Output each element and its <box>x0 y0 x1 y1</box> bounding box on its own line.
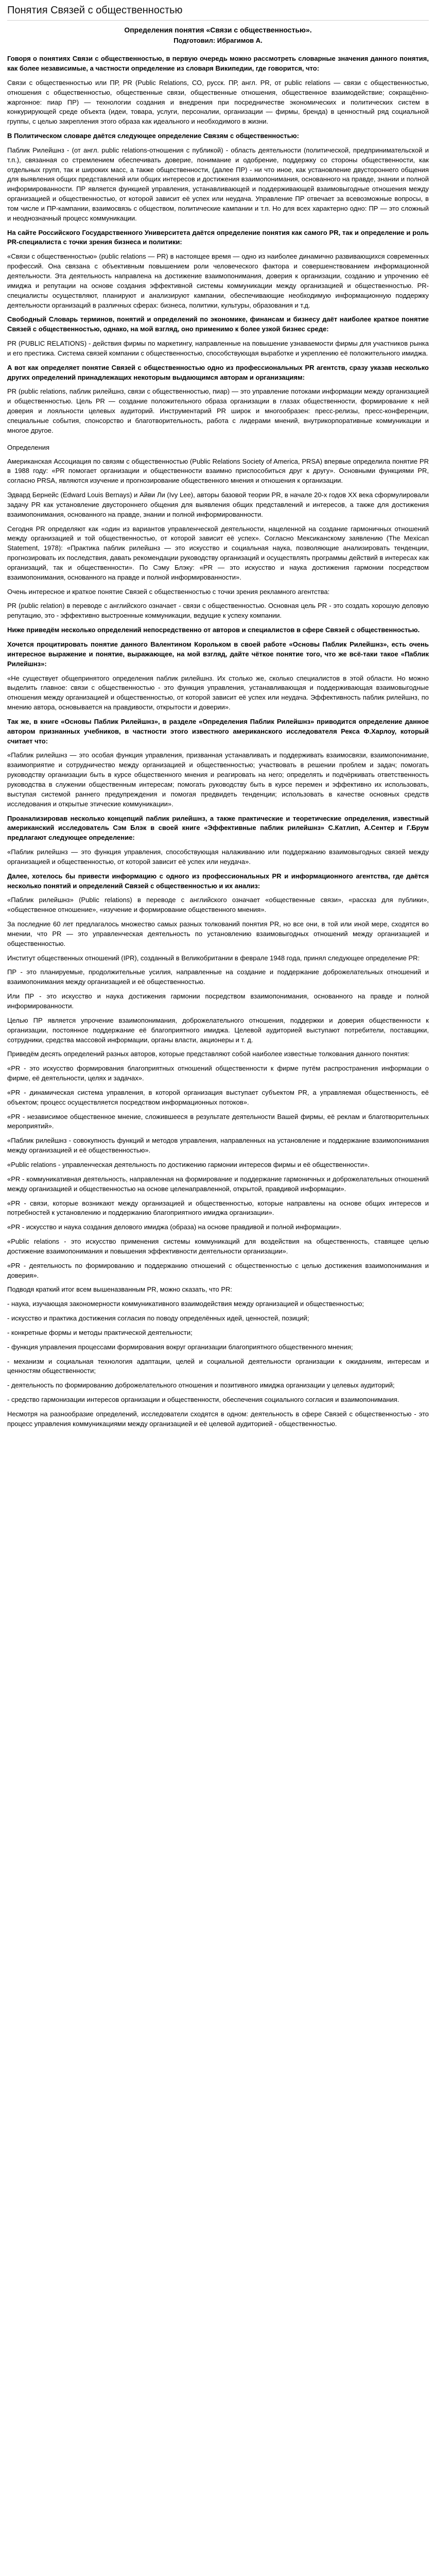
paragraph: Эдвард Бернейс (Edward Louis Bernays) и Айви Ли (Ivy Lee), авторы базовой теории PR, в начале 20-х годов XX века сформулировали задачу PR как установление двустороннего общения для выявления общих представлений и интересов, а также для достижения взаимопонимания, основанного на правде, знании и полной информированности. <box>7 491 429 518</box>
bold-paragraph: А вот как определяет понятие Связей с общественностью одно из профессиональных PR агентств, сразу указав несколько других определений принадлежащих некоторым выдающимся авторам и организациям: <box>7 363 429 381</box>
paragraph: Несмотря на разнообразие определений, исследователи сходятся в одном: деятельность в сфере Связей с общественностью - это процесс управления коммуникациями между организацией и её целевой аудиторией - общественностью. <box>7 1410 429 1428</box>
paragraph: Подводя краткий итог всем вышеназванным PR, можно сказать, что PR: <box>7 1285 233 1294</box>
paragraph: ПР - это планируемые, продолжительные усилия, направленные на создание и поддержание доброжелательных отношений и взаимопонимания между организацией и её общественностью. <box>7 968 429 986</box>
paragraph: «PR - это искусство формирования благоприятных отношений общественности к фирме путём распространения информации о фирме, её деятельности, целях и задачах». <box>7 1064 429 1082</box>
paragraph: PR (PUBLIC RELATIONS) - действия фирмы по маркетингу, направленные на повышение узнаваемости фирмы для участников рынка и его престижа. Система связей компании с общественностью, способствующая выработке и укреплению её положительного имиджа. <box>7 340 429 357</box>
paragraph: «Public relations - это искусство применения системы коммуникаций для воздействия на общественность, ставящее целью достижение взаимопонимания и повышения эффективности деятельности организации». <box>7 1238 429 1255</box>
paragraph: Приведём десять определений разных авторов, которые представляют собой наиболее известные толкования данного понятия: <box>7 1050 410 1058</box>
paragraph: Институт общественных отношений (IPR), созданный в Великобритании в феврале 1948 года, принял следующее определение PR: <box>7 954 420 962</box>
paragraph: - механизм и социальная технология адаптации, целей и социальной деятельности организации к ожиданиям, интересам и ценностям общественности; <box>7 1357 429 1375</box>
paragraph: PR (public relation) в переводе с английского означает - связи с общественностью. Основная цель PR - это создать хорошую деловую репутацию, это - эффективно выстроенные коммуникации, ведущие к успеху компании. <box>7 602 429 620</box>
paragraph: - средство гармонизации интересов организации и общественности, обеспечения социального согласия и взаимопонимания. <box>7 1396 399 1404</box>
paragraph: - функция управления процессами формирования вокруг организации благоприятного общественного мнения; <box>7 1343 353 1351</box>
paragraph: «PR - независимое общественное мнение, сложившееся в результате деятельности Вашей фирмы, её реклам и благотворительных мероприятий». <box>7 1112 429 1130</box>
bold-paragraph: Свободный Словарь терминов, понятий и определений по экономике, финансам и бизнесу даёт наиболее краткое понятие Связей с общественностью, однако, на мой взгляд, оно применимо к более узкой бизнес среде: <box>7 315 429 333</box>
bold-paragraph: Далее, хотелось бы привести информацию с одного из профессиональных PR и информационного агентства, где даётся несколько понятий и определений Связей с общественностью и их анализ: <box>7 872 429 890</box>
paragraph: Паблик Рилейшнз - (от англ. public relations-отношения с публикой) - область деятельности (политической, предпринимательской и т.п.), связанная со стремлением обеспечивать доверие, понимание и одобрение, поддержку со стороны общественности, как отдельных групп, так и широких масс, а также общественности, (далее ПР) - ни что иное, как установление двустороннего общения для выявления общих представлений или общих интересов и достижения взаимопонимания, основанного на правде, знании и полной информированности. ПР является функцией управления, устанавливающей и поддерживающей взаимовыгодные отношения между организацией и общественностью, от которой зависит её успех или неудача. Управление ПР отвечает за всевозможные вопросы, в том числе и ПР-кампании, взаимосвязь с обществом, политические кампании и т.п. Но для всех характерно одно: ПР — это сложный и неоднозначный процесс коммуникации. <box>7 146 429 222</box>
paragraph: За последние 60 лет предлагалось множество самых разных толкований понятия PR, но все они, в той или иной мере, сходятся во мнении, что PR — это управленческая деятельность по установлению взаимовыгодных отношений между организацией и общественностью. <box>7 920 429 947</box>
article-body <box>7 54 429 1429</box>
paragraph: «PR - искусство и наука создания делового имиджа (образа) на основе правдивой и полной информации». <box>7 1223 341 1231</box>
paragraph: Связи с общественностью или ПР, PR (Public Relations, СО, русск. ПР, англ. PR, от public relations — связи с общественностью, отношения с общественностью, общественные связи, общественные отношения, общественное взаимодействие; сокращённо-жаргонное: пиар ПР) — технологии создания и внедрения при посредничестве экономических и политических систем в конкурирующей среде объекта (идеи, товара, услуги, персоналии, организации — фирмы, бренда) в ценностный ряд социальной группы, с целью закрепления этого образа как идеального и необходимого в жизни. <box>7 78 429 126</box>
article-heading: Определения понятия «Связи с общественностью». <box>124 26 312 34</box>
bold-paragraph: Хочется процитировать понятие данного Валентином Корольком в своей работе «Основы Паблик Рилейшнз», есть очень интересное выражение и понятие, выражающее, на мой взгляд, дайте чёткое понятие того, что же всё-таки такое «Паблик Рилейшнз»: <box>7 640 429 668</box>
paragraph: «PR - динамическая система управления, в которой организация выступает субъектом PR, а управляемая общественность, её объектом; процесс осуществляется посредством информационных потоков». <box>7 1088 429 1106</box>
paragraph: «Паблик рилейшнз - совокупность функций и методов управления, направленных на установление и поддержание взаимопонимания между организацией и её общественностью». <box>7 1137 429 1155</box>
bold-paragraph: На сайте Российского Государственного Университета даётся определение понятия как самого PR, так и определение и роль PR-специалиста с точки зрения бизнеса и политики: <box>7 228 429 246</box>
paragraph: «Паблик рилейшнз» (Public relations) в переводе с английского означает «общественные связи», «рассказ для публики», «общественное отношение», «изучение и формирование общественного мнения». <box>7 896 429 914</box>
bold-paragraph: Проанализировав несколько концепций паблик рилейшнз, а также практические и теоретические определения, известный американский исследователь Сэм Блэк в своей книге «Эффективные паблик рилейшнз» С.Катлип, А.Сентер и Г.Брум предлагают следующее определение: <box>7 814 429 842</box>
paragraph: Очень интересное и краткое понятие Связей с общественностью с точки зрения рекламного агентства: <box>7 587 330 596</box>
paragraph: - деятельность по формированию доброжелательного отношения и позитивного имиджа организации у целевых аудиторий; <box>7 1381 395 1389</box>
bold-paragraph: Говоря о понятиях Связи с общественностью, в первую очередь можно рассмотреть словарные значения данного понятия, как более независимые, а частности определение из словаря Википедии, где говорится, что: <box>7 55 429 72</box>
article-author: Подготовил: Ибрагимов А. <box>173 37 263 45</box>
paragraph: «Public relations - управленческая деятельность по достижению гармонии интересов фирмы и её общественности». <box>7 1160 370 1168</box>
paragraph: - наука, изучающая закономерности коммуникативного взаимодействия между организацией и общественностью; <box>7 1300 364 1308</box>
bold-paragraph: Ниже приведём несколько определений непосредственно от авторов и специалистов в сфере Связей с общественностью. <box>7 626 420 634</box>
paragraph: «Паблик рилейшнз — это функция управления, способствующая налаживанию или поддержанию взаимовыгодных связей между организацией и общественностью, от которой зависит её успех или неудача». <box>7 848 429 866</box>
section-label: Определения <box>7 443 50 451</box>
paragraph: «Не существует общепринятого определения паблик рилейшнз. Их столько же, сколько специалистов в этой области. Но можно выделить главное: связи с общественностью - это функция управления, устанавливающая и поддерживающая взаимовыгодные отношения между организацией и общественностью, от которой зависит её успех или неудача. Эффективность паблик рилейшнз, по мнению автора, основывается на правдивости, открытости и доверии». <box>7 674 429 711</box>
paragraph: PR (public relations, паблик рилейшнз, связи с общественностью, пиар) — это управление потоками информации между организацией и общественностью. Цель PR — создание положительного образа организации в глазах общественности, формирование к ней доверия и лояльности целевых аудиторий. Инструментарий PR широк и многообразен: пресс-релизы, пресс-конференции, специальные события, спонсорство и благотворительность, работа с лидерами мнений, внутрикорпоративные коммуникации и многое другое. <box>7 387 429 434</box>
paragraph: «PR - коммуникативная деятельность, направленная на формирование и поддержание гармоничных и доброжелательных отношений между организацией и общественностью на основе целенаправленной, открытой, правдивой информации». <box>7 1175 429 1193</box>
paragraph: «PR - связи, которые возникают между организацией и общественностью, которые направлены на основе общих интересов и потребностей к установлению и поддержанию благоприятного имиджа организации». <box>7 1199 429 1217</box>
paragraph: Целью ПР является упрочение взаимопонимания, доброжелательного отношения, поддержки и доверия общественности к организации, постоянное поддержание её благоприятного имиджа. Целевой аудиторией выступают потребители, поставщики, сотрудники, средства массовой информации, органы власти, акционеры и т. д. <box>7 1016 429 1044</box>
bold-paragraph: Так же, в книге «Основы Паблик Рилейшнз», в разделе «Определения Паблик Рилейшнз» приводится определение данное автором признанных учебников, в частности этого известного американского исследователя Рекса Ф.Харлоу, который считает что: <box>7 717 429 745</box>
paragraph: Американская Ассоциация по связям с общественностью (Public Relations Society of America, PRSA) впервые определила понятие PR в 1988 году: «PR помогает организации и общественности взаимно приспособиться друг к другу». Основными функциями PR, согласно PRSA, являются изучение и прогнозирование общественного мнения и отношения к организации. <box>7 457 429 485</box>
bold-paragraph: В Политическом словаре даётся следующее определение Связям с общественностью: <box>7 132 299 140</box>
paragraph: «PR - деятельность по формированию и поддержанию отношений с общественностью с целью достижения взаимопонимания и доверия». <box>7 1261 429 1279</box>
page-title: Понятия Связей с общественностью <box>7 3 429 21</box>
paragraph: - конкретные формы и методы практической деятельности; <box>7 1328 193 1336</box>
paragraph: Сегодня PR определяют как «один из вариантов управленческой деятельности, нацеленной на создание гармоничных отношений между организацией и той общественностью, от которой зависит её успех». Согласно Мексиканскому заявлению (The Mexican Statement, 1978): «Практика паблик рилейшнз — это искусство и социальная наука, позволяющие анализировать тенденции, прогнозировать их последствия, давать рекомендации руководству организаций и осуществлять программы действий в интересах как организаций, так и общественности». По Сэму Блэку: «PR — это искусство и наука достижения гармонии посредством взаимопонимания, основанного на правде и полной информированности». <box>7 524 429 581</box>
paragraph: «Паблик рилейшнз — это особая функция управления, призванная устанавливать и поддерживать взаимосвязи, взаимопонимание, взаимоприятие и сотрудничество между организацией и общественностью; участвовать в решении проблем и задач; помогать руководству организации быть в курсе общественного мнения и реагировать на него; определять и подчёркивать ответственность руководства в служении общественным интересам; помогать руководству быть в курсе перемен и эффективно их использовать, выступая системой раннего предупреждения и помогая предвидеть тенденции; использовать в качестве основных средств исследования и открытые этические коммуникации». <box>7 751 429 808</box>
paragraph: «Связи с общественностью» (public relations — PR) в настоящее время — одно из наиболее динамично развивающихся современных профессий. Она связана с объективным повышением роли человеческого фактора и совершенствованием информационной деятельности. Эта деятельность направлена на достижение взаимопонимания, доверия к организации, созданию и упрочению её имиджа и репутации на основе создания эффективной системы коммуникации между организацией и общественностью. PR-специалисты осуществляют, планируют и анализируют кампании, обеспечивающие необходимую информационную поддержку деятельности организаций в различных сферах: бизнеса, политики, культуры, образования и т.д. <box>7 252 429 309</box>
paragraph: - искусство и практика достижения согласия по поводу определённых идей, ценностей, позиций; <box>7 1314 309 1323</box>
paragraph: Или ПР - это искусство и наука достижения гармонии посредством взаимопонимания, основанного на правде и полной информированности. <box>7 992 429 1010</box>
